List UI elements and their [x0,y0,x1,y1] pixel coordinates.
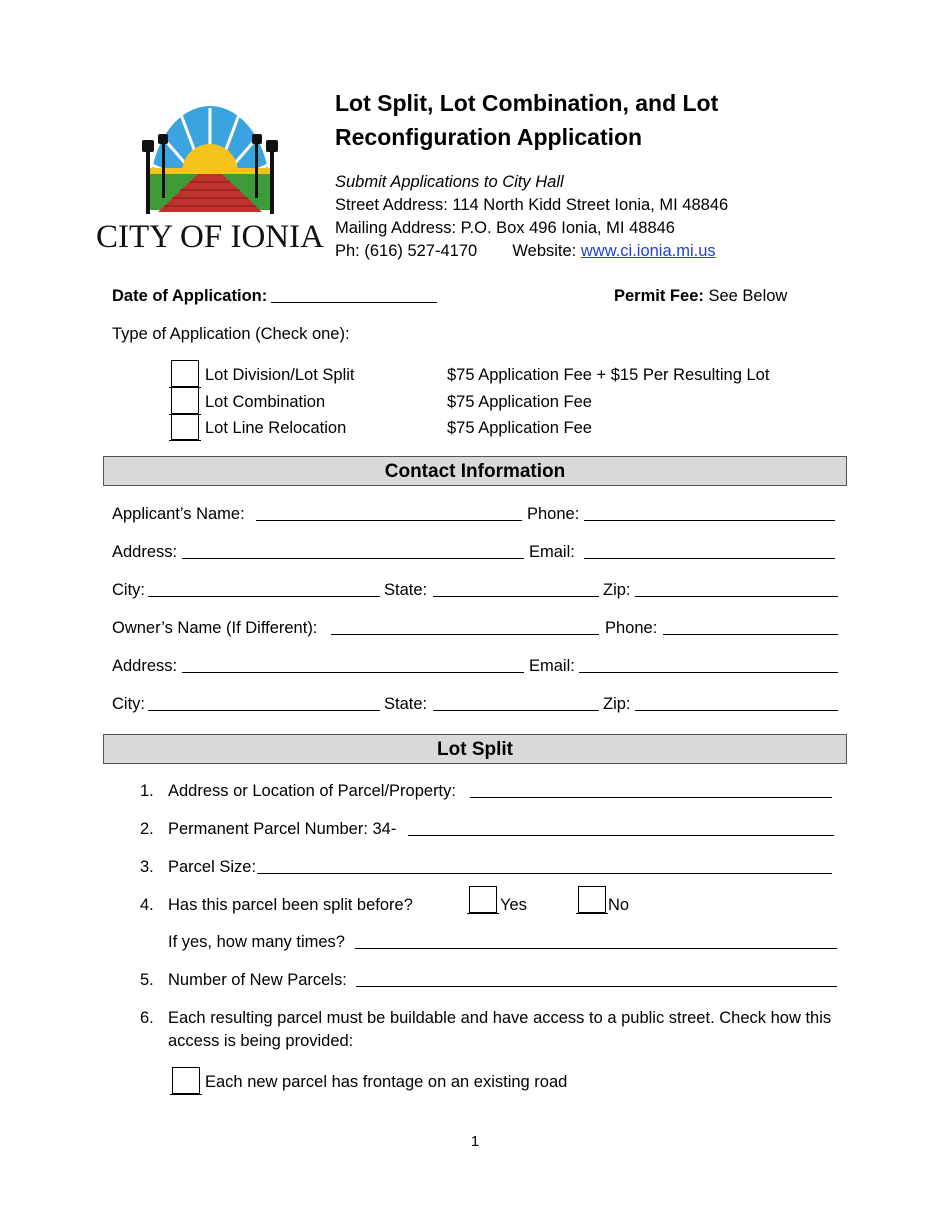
item-4-number: 4. [140,896,154,914]
date-of-application-label: Date of Application: [112,287,268,305]
lot-split-option-label: Lot Division/Lot Split [205,366,355,384]
submit-note: Submit Applications to City Hall [335,173,564,191]
owner-address-field[interactable] [182,672,524,673]
item-3-number: 3. [140,858,154,876]
item-6-label-continued: access is being provided: [168,1032,354,1050]
applicant-state-field[interactable] [433,596,599,597]
street-address: Street Address: 114 North Kidd Street Ionia, MI 48846 [335,196,729,214]
applicant-address-field[interactable] [182,558,524,559]
item-1-number: 1. [140,782,154,800]
owner-zip-label: Zip: [603,695,631,713]
applicant-state-label: State: [384,581,428,599]
item-5-number: 5. [140,971,154,989]
owner-zip-field[interactable] [635,710,838,711]
parcel-size-field[interactable] [257,873,832,874]
permit-fee-value: See Below [708,287,788,305]
owner-email-field[interactable] [579,672,838,673]
logo-text: CITY OF IONIA [96,219,324,255]
applicant-address-label: Address: [112,543,178,561]
website-label: Website: [512,242,577,260]
lot-line-relocation-option-label: Lot Line Relocation [205,419,347,437]
title-line-2: Reconfiguration Application [335,124,643,150]
applicant-city-field[interactable] [148,596,380,597]
city-phone: Ph: (616) 527-4170 [335,242,478,260]
road-frontage-label: Each new parcel has frontage on an existing road [205,1073,568,1091]
owner-name-field[interactable] [331,634,599,635]
how-many-times-field[interactable] [355,948,837,949]
website-link[interactable]: www.ci.ionia.mi.us [580,242,716,260]
item-6-number: 6. [140,1009,154,1027]
owner-email-label: Email: [529,657,575,675]
owner-address-label: Address: [112,657,178,675]
yes-label: Yes [500,896,527,914]
road-frontage-checkbox[interactable] [172,1067,200,1094]
lot-split-header: Lot Split [103,734,847,764]
lot-line-relocation-checkbox[interactable] [171,413,199,440]
owner-state-label: State: [384,695,428,713]
lot-split-fee: $75 Application Fee + $15 Per Resulting Lot [447,366,770,384]
city-logo [96,102,324,255]
applicant-name-field[interactable] [256,520,522,521]
applicant-email-field[interactable] [584,558,835,559]
item-2-number: 2. [140,820,154,838]
item-6-label: Each resulting parcel must be buildable and have access to a public street. Check how this [168,1009,832,1027]
title-line-1: Lot Split, Lot Combination, and Lot [335,90,719,116]
page-number: 1 [470,1133,480,1150]
item-2-label: Permanent Parcel Number: 34- [168,820,397,838]
lot-combination-checkbox[interactable] [171,387,199,414]
owner-state-field[interactable] [433,710,599,711]
owner-phone-label: Phone: [605,619,658,637]
parcel-number-field[interactable] [408,835,834,836]
parcel-location-field[interactable] [470,797,832,798]
applicant-phone-field[interactable] [584,520,835,521]
owner-city-field[interactable] [148,710,380,711]
split-before-yes-checkbox[interactable] [469,886,497,913]
how-many-times-label: If yes, how many times? [168,933,345,951]
owner-city-label: City: [112,695,145,713]
item-4-label: Has this parcel been split before? [168,896,413,914]
lot-split-checkbox[interactable] [171,360,199,387]
city-logo-graphic [96,102,324,255]
item-3-label: Parcel Size: [168,858,257,876]
lot-combination-fee: $75 Application Fee [447,393,592,411]
applicant-phone-label: Phone: [527,505,580,523]
item-1-label: Address or Location of Parcel/Property: [168,782,456,800]
split-before-no-checkbox[interactable] [578,886,606,913]
applicant-city-label: City: [112,581,145,599]
document-title [335,86,718,154]
owner-name-label: Owner’s Name (If Different): [112,619,318,637]
applicant-zip-label: Zip: [603,581,631,599]
lot-line-relocation-fee: $75 Application Fee [447,419,592,437]
no-label: No [608,896,630,914]
owner-phone-field[interactable] [663,634,838,635]
applicant-email-label: Email: [529,543,575,561]
permit-fee-label: Permit Fee: [614,287,704,305]
date-of-application-field[interactable] [271,302,437,303]
mailing-address: Mailing Address: P.O. Box 496 Ionia, MI 48846 [335,219,675,237]
lot-combination-option-label: Lot Combination [205,393,326,411]
contact-line [335,240,716,262]
application-type-prompt: Type of Application (Check one): [112,325,350,343]
applicant-name-label: Applicant’s Name: [112,505,245,523]
permit-fee [614,285,787,307]
applicant-zip-field[interactable] [635,596,838,597]
contact-information-header: Contact Information [103,456,847,486]
item-5-label: Number of New Parcels: [168,971,347,989]
new-parcels-field[interactable] [356,986,837,987]
